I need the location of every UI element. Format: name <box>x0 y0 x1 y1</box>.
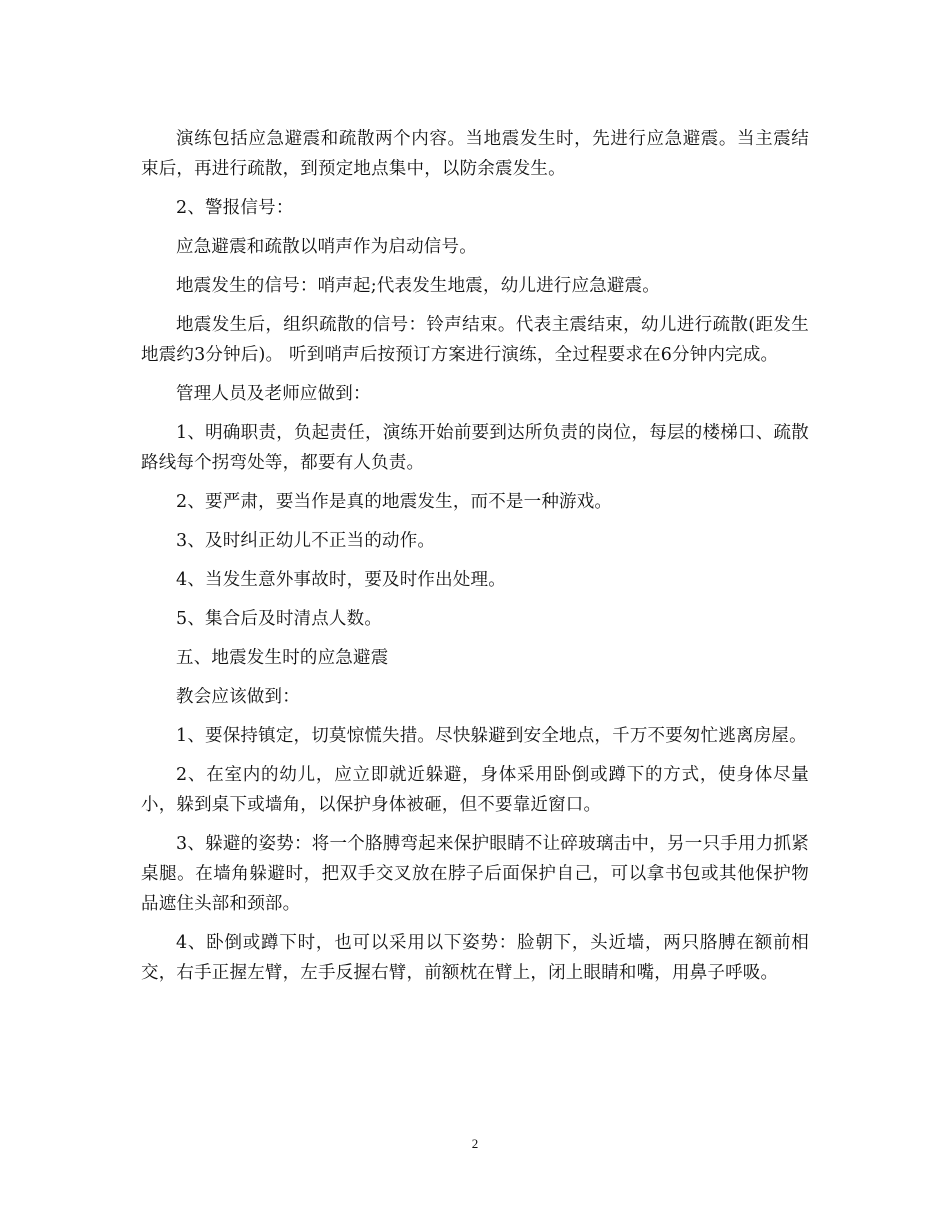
paragraph: 管理人员及老师应做到： <box>176 384 371 404</box>
paragraph: 4、当发生意外事故时，要及时作出处理。 <box>176 570 506 590</box>
paragraph: 地震发生的信号：哨声起;代表发生地震，幼儿进行应急避震。 <box>176 276 660 296</box>
paragraph: 演练包括应急避震和疏散两个内容。当地震发生时，先进行应急避震。当主震结束后，再进行疏散，到预定地点集中，以防余震发生。 <box>141 129 809 179</box>
paragraph: 1、明确职责，负起责任，演练开始前要到达所负责的岗位，每层的楼梯口、疏散路线每个拐弯处等，都要有人负责。 <box>141 423 809 473</box>
paragraph: 应急避震和疏散以哨声作为启动信号。 <box>176 237 477 257</box>
paragraph: 5、集合后及时清点人数。 <box>176 609 383 629</box>
paragraph: 2、警报信号： <box>176 198 294 218</box>
paragraph: 3、躲避的姿势：将一个胳膊弯起来保护眼睛不让碎玻璃击中，另一只手用力抓紧桌腿。在墙角躲避时，把双手交叉放在脖子后面保护自己，可以拿书包或其他保护物品遮住头部和颈部。 <box>141 834 809 914</box>
paragraph: 2、要严肃，要当作是真的地震发生，而不是一种游戏。 <box>176 492 613 512</box>
paragraph: 1、要保持镇定，切莫惊慌失措。尽快躲避到安全地点，千万不要匆忙逃离房屋。 <box>176 726 807 746</box>
document-body <box>141 124 809 997</box>
paragraph: 2、在室内的幼儿，应立即就近躲避，身体采用卧倒或蹲下的方式，使身体尽量小，躲到桌下或墙角，以保护身体被砸，但不要靠近窗口。 <box>141 765 809 815</box>
paragraph: 教会应该做到： <box>176 687 300 707</box>
page-number: 2 <box>471 1136 479 1151</box>
paragraph: 3、及时纠正幼儿不正当的动作。 <box>176 531 436 551</box>
paragraph: 地震发生后，组织疏散的信号：铃声结束。代表主震结束，幼儿进行疏散(距发生地震约3分钟后)。 听到哨声后按预订方案进行演练，全过程要求在6分钟内完成。 <box>141 315 809 365</box>
section-heading: 五、地震发生时的应急避震 <box>176 648 389 668</box>
paragraph: 4、卧倒或蹲下时，也可以采用以下姿势：脸朝下，头近墙，两只胳膊在额前相交，右手正握左臂，左手反握右臂，前额枕在臂上，闭上眼睛和嘴，用鼻子呼吸。 <box>141 933 809 983</box>
